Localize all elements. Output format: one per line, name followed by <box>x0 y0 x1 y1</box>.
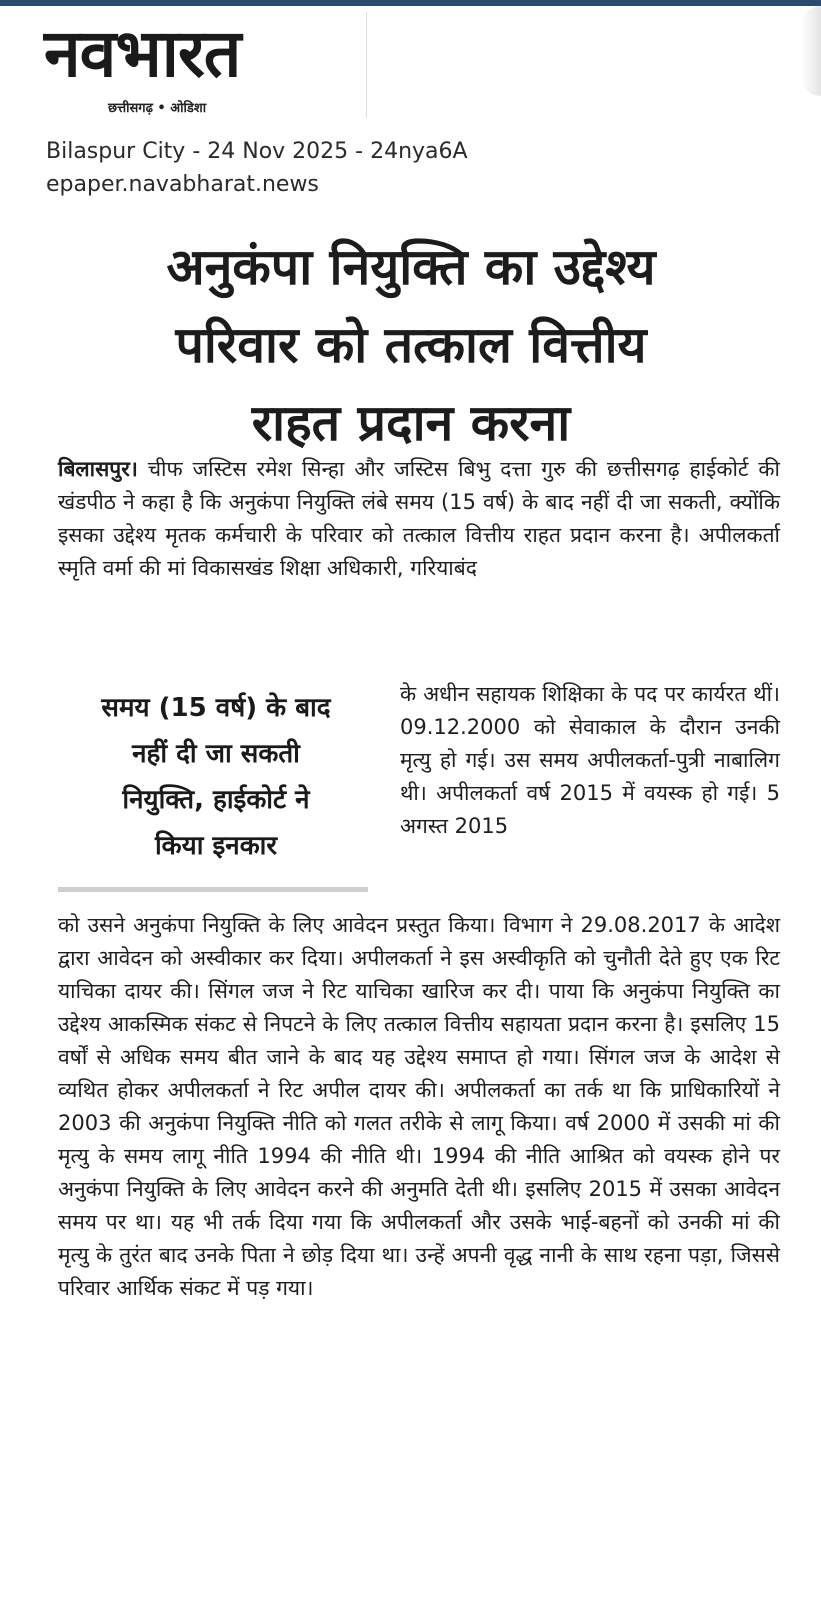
dateline: बिलासपुर। <box>58 457 138 481</box>
newspaper-logo: नवभारत <box>44 15 241 92</box>
pull-quote-divider <box>58 887 368 892</box>
edition-label: छत्तीसगढ़ • ओडिशा <box>108 101 207 116</box>
article-paragraph-top <box>58 453 780 585</box>
pull-quote-line-1: समय (15 वर्ष) के बाद <box>101 693 331 723</box>
masthead <box>36 12 367 118</box>
top-bar <box>0 0 821 6</box>
article-text-top: चीफ जस्टिस रमेश सिन्हा और जस्टिस बिभु दत्ता गुरु की छत्तीसगढ़ हाईकोर्ट की खंडपीठ ने कहा है कि अनुकंपा नियुक्ति लंबे समय (15 वर्ष) के बाद नहीं दी जा सकती, क्योंकि इसका उद्देश्य मृतक कर्मचारी के परिवार को तत्काल वित्तीय राहत प्रदान करना है। अपीलकर्ता स्मृति वर्मा की मां विकासखंड शिक्षा अधिकारी, गरियाबंद <box>58 457 780 580</box>
pull-quote-line-2: नहीं दी जा सकती <box>132 739 300 769</box>
edition-date-line: Bilaspur City - 24 Nov 2025 - 24nya6A <box>46 139 468 164</box>
headline-line-2: परिवार को तत्काल वित्तीय <box>175 316 647 374</box>
scroll-edge <box>801 6 821 96</box>
pull-quote <box>56 685 376 869</box>
headline-line-3: राहत प्रदान करना <box>251 394 571 452</box>
headline <box>40 228 782 462</box>
headline-line-1: अनुकंपा नियुक्ति का उद्देश्य <box>166 238 656 296</box>
pull-quote-line-3: नियुक्ति, हाईकोर्ट ने <box>122 785 310 815</box>
article-paragraph-bottom: को उसने अनुकंपा नियुक्ति के लिए आवेदन प्रस्तुत किया। विभाग ने 29.08.2017 के आदेश द्वारा आवेदन को अस्वीकार कर दिया। अपीलकर्ता ने इस अस्वीकृति को चुनौती देते हुए एक रिट याचिका दायर की। सिंगल जज ने रिट याचिका खारिज कर दी। पाया कि अनुकंपा नियुक्ति का उद्देश्य आकस्मिक संकट से निपटने के लिए तत्काल वित्तीय सहायता प्रदान करना है। इसलिए 15 वर्षों से अधिक समय बीत जाने के बाद यह उद्देश्य समाप्त हो गया। सिंगल जज के आदेश से व्यथित होकर अपीलकर्ता ने रिट अपील दायर की। अपीलकर्ता का तर्क था कि प्राधिकारियों ने 2003 की अनुकंपा नियुक्ति नीति को गलत तरीके से लागू किया। वर्ष 2000 में उसकी मां की मृत्यु के समय लागू नीति 1994 की नीति थी। 1994 की नीति आश्रित को वयस्क होने पर अनुकंपा नियुक्ति के लिए आवेदन करने की अनुमति देती थी। इसलिए 2015 में उसका आवेदन समय पर था। यह भी तर्क दिया गया कि अपीलकर्ता और उसके भाई-बहनों को उनकी मां की मृत्यु के तुरंत बाद उनके पिता ने छोड़ दिया था। उन्हें अपनी वृद्ध नानी के साथ रहना पड़ा, जिससे परिवार आर्थिक संकट में पड़ गया। <box>58 913 780 1300</box>
source-url: epaper.navabharat.news <box>46 172 319 197</box>
article-paragraph-right: के अधीन सहायक शिक्षिका के पद पर कार्यरत थीं। 09.12.2000 को सेवाकाल के दौरान उनकी मृत्यु हो गई। उस समय अपीलकर्ता-पुत्री नाबालिग थी। अपीलकर्ता वर्ष 2015 में वयस्क हो गई। 5 अगस्त 2015 <box>400 682 780 838</box>
pull-quote-line-4: किया इनकार <box>154 831 278 861</box>
